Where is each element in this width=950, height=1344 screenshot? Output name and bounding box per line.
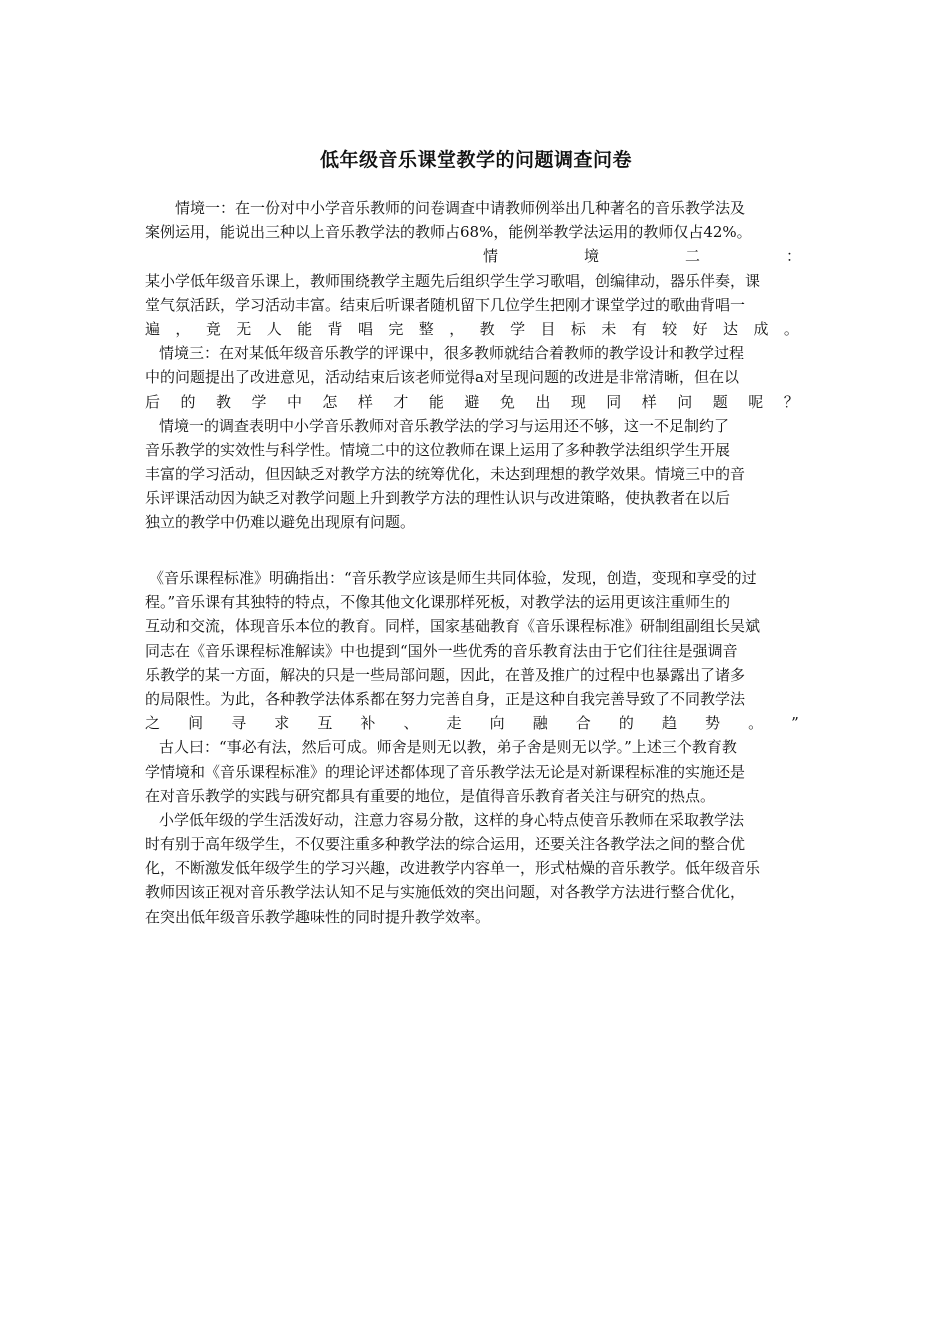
heading-char: ： [785,247,801,266]
spread-char: 好 [692,319,708,338]
heading-char: 二 [684,247,700,266]
spread-char: 互 [317,714,333,733]
spread-char: 现 [570,392,586,411]
text-line: 互动和交流，体现音乐本位的教育。同样，国家基础教育《音乐课程标准》研制组副组长吴斌 [145,617,761,636]
spread-char: ， [449,319,465,338]
spread-char: 势 [705,714,721,733]
spread-char: 教 [215,392,231,411]
spread-char: 同 [606,392,622,411]
text-line: 独立的教学中仍难以避免出现原有问题。 [145,513,416,532]
spread-char: 样 [641,392,657,411]
spread-char: 完 [388,319,404,338]
text-line: 学情境和《音乐课程标准》的理论评述都体现了音乐教学法无论是对新课程标准的实施还是 [145,762,746,781]
spread-char: 才 [393,392,409,411]
text-line: 情境一的调查表明中小学音乐教师对音乐教学法的学习与运用还不够，这一不足制约了 [159,416,730,435]
text-line: 的局限性。为此，各种教学法体系都在努力完善自身，正是这种自我完善导致了不同教学法 [145,689,746,708]
spread-char: 能 [297,319,313,338]
spread-char: ” [791,714,799,733]
spread-char: 问 [677,392,693,411]
text-line: 古人曰：“事必有法，然后可成。师舍是则无以教，弟子舍是则无以学。”上述三个教育教 [159,738,737,757]
spread-line [145,711,807,735]
spread-char: 融 [532,714,548,733]
text-line: 乐评课活动因为缺乏对教学问题上升到教学方法的理性认识与改进策略，使执教者在以后 [145,489,731,508]
situation-two-heading [145,244,807,268]
spread-char: 走 [446,714,462,733]
spread-char: 人 [266,319,282,338]
spread-char: 学 [510,319,526,338]
spread-char: 求 [274,714,290,733]
spread-char: 样 [357,392,373,411]
text-line: 情境三：在对某低年级音乐教学的评课中，很多教师就结合着教师的教学设计和教学过程 [159,344,745,363]
text-line: 堂气氛活跃，学习活动丰富。结束后听课者随机留下几位学生把刚才课堂学过的歌曲背唱一 [145,295,746,314]
spread-char: 成 [753,319,769,338]
spread-char: 学 [251,392,267,411]
spread-char: 、 [403,714,419,733]
spread-char: ， [175,319,191,338]
spread-char: 竟 [205,319,221,338]
spread-char: 能 [428,392,444,411]
spread-char: 合 [575,714,591,733]
text-line: 案例运用，能说出三种以上音乐教学法的教师占68%，能例举教学法运用的教师仅占42%。 [145,223,752,242]
text-line: 在对音乐教学的实践与研究都具有重要的地位，是值得音乐教育者关注与研究的热点。 [145,786,716,805]
spread-char: 趋 [661,714,677,733]
spread-char: 中 [286,392,302,411]
spread-char: 。 [783,319,799,338]
spread-char: 标 [570,319,586,338]
heading-char: 境 [583,247,599,266]
section-theory [145,566,807,929]
spread-char: 后 [145,392,161,411]
heading-char: 情 [483,247,499,266]
text-line: 同志在《音乐课程标准解读》中也提到“国外一些优秀的音乐教育法由于它们往往是强调音 [145,641,738,660]
spread-char: 之 [145,714,161,733]
section-situations [145,196,807,535]
spread-line [145,317,807,341]
spread-char: 避 [464,392,480,411]
spread-char: 的 [180,392,196,411]
spread-char: 较 [662,319,678,338]
text-line: 某小学低年级音乐课上，教师围绕教学主题先后组织学生学习歌唱，创编律动，器乐伴奏，课 [145,271,761,290]
spread-char: 题 [712,392,728,411]
spread-char: 免 [499,392,515,411]
text-line: 情境一：在一份对中小学音乐教师的问卷调查中请教师例举出几种著名的音乐教学法及 [175,199,746,217]
spread-char: 整 [418,319,434,338]
text-line: 音乐教学的实效性与科学性。情境二中的这位教师在课上运用了多种教学法组织学生开展 [145,440,731,459]
spread-char: 呢 [748,392,764,411]
spread-char: 达 [723,319,739,338]
spread-char: 怎 [322,392,338,411]
text-line: 在突出低年级音乐教学趣味性的同时提升教学效率。 [145,907,491,926]
spread-char: 。 [748,714,764,733]
spread-char: 向 [489,714,505,733]
spread-char: 有 [631,319,647,338]
spread-char: 唱 [357,319,373,338]
text-line: 时有别于高年级学生，不仅要注重多种教学法的综合运用，还要关注各教学法之间的整合优 [145,835,746,854]
spread-char: 补 [360,714,376,733]
spread-char: 未 [601,319,617,338]
spread-char: 出 [535,392,551,411]
text-line: 小学低年级的学生活泼好动，注意力容易分散，这样的身心特点使音乐教师在采取教学法 [159,810,745,829]
spread-char: 间 [188,714,204,733]
spread-char: ？ [783,392,799,411]
spread-char: 教 [479,319,495,338]
spread-char: 目 [540,319,556,338]
text-line: 《音乐课程标准》明确指出：“音乐教学应该是师生共同体验，发现，创造，变现和享受的过 [149,569,757,587]
text-line: 化，不断激发低年级学生的学习兴趣，改进教学内容单一，形式枯燥的音乐教学。低年级音乐 [145,859,761,878]
page-title: 低年级音乐课堂教学的问题调查问卷 [319,149,632,171]
text-line: 乐教学的某一方面，解决的只是一些局部问题，因此，在普及推广的过程中也暴露出了诸多 [145,665,746,684]
spread-char: 无 [236,319,252,338]
text-line: 中的问题提出了改进意见，活动结束后该老师觉得a对呈现问题的改进是非常清晰，但在以 [145,368,739,387]
text-line: 程。”音乐课有其独特的特点，不像其他文化课那样死板，对教学法的运用更该注重师生的 [145,593,731,612]
spread-char: 的 [618,714,634,733]
spread-char: 遍 [145,319,161,338]
spread-line [145,390,807,414]
text-line: 丰富的学习活动，但因缺乏对教学方法的统筹优化，未达到理想的教学效果。情境三中的音 [145,465,746,484]
spread-char: 背 [327,319,343,338]
text-line: 教师因该正视对音乐教学法认知不足与实施低效的突出问题，对各教学方法进行整合优化， [145,883,746,902]
spread-char: 寻 [231,714,247,733]
